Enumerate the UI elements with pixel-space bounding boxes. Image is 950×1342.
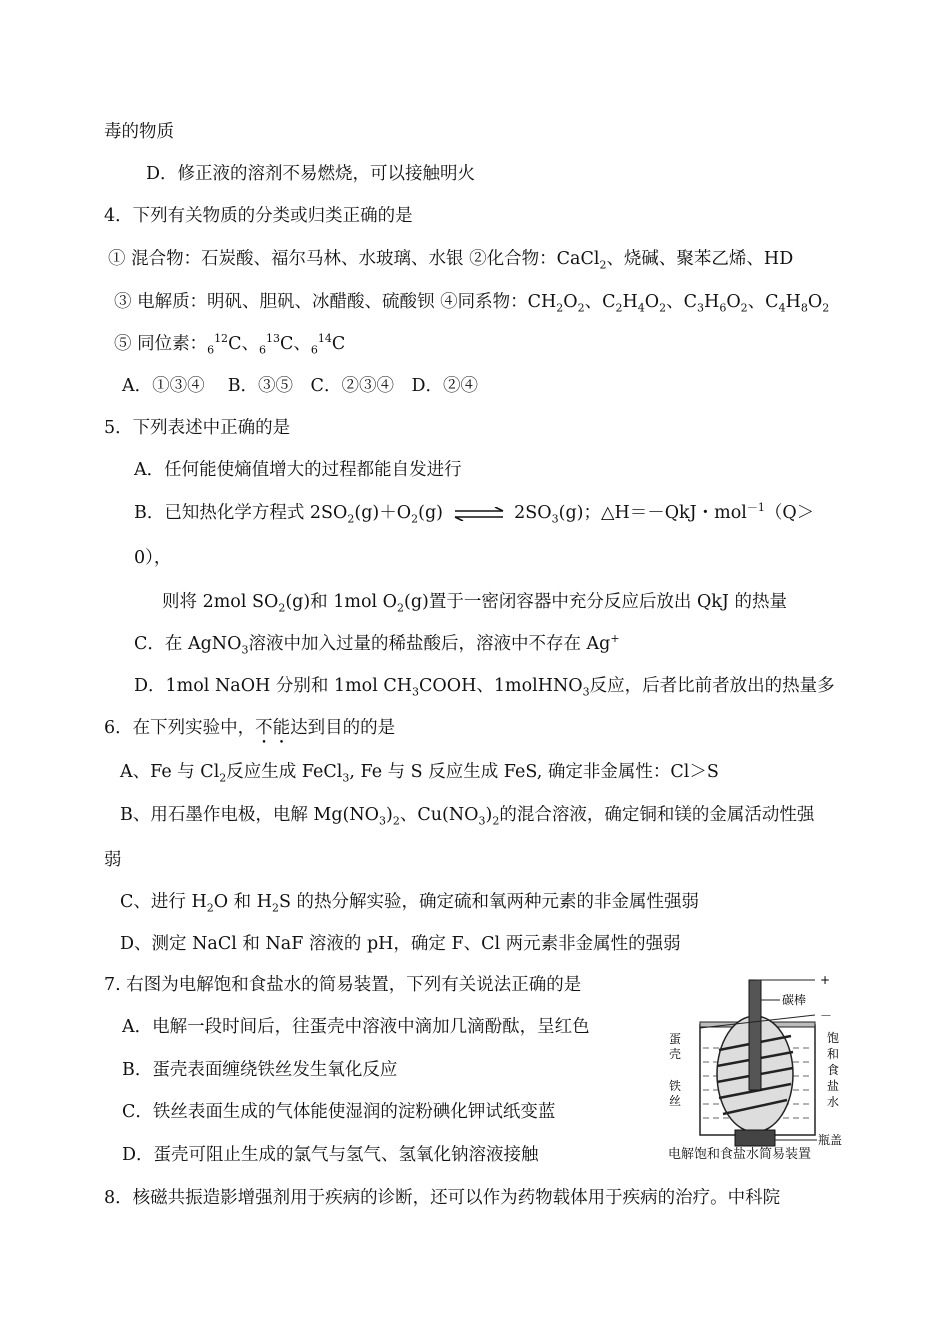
question-6: 6．在下列实验中，不能达到目的的是 (104, 718, 396, 738)
element-symbol: C (331, 334, 346, 354)
option-3d: D．修正液的溶剂不易燃烧，可以接触明火 (146, 164, 476, 184)
egg-shell-label-2: 壳 (669, 1047, 682, 1061)
atomic-number: 6 (258, 343, 266, 357)
text-line: 毒的物质 (104, 122, 174, 142)
element-symbol: C (228, 334, 242, 354)
element-symbol: C (279, 334, 294, 354)
formula-text: O (807, 292, 823, 312)
option-6a: A、Fe 与 $Cl_2$反应生成 FeCl$_3$, Fe 与 S 反应生成 FeS, 确定非金属性：Cl＞S (120, 762, 719, 785)
option-7a: A．电解一段时间后，往蛋壳中溶液中滴加几滴酚酞，呈红色 (122, 1017, 590, 1037)
minus-terminal-label: － (820, 1009, 833, 1023)
figure-caption: 电解饱和食盐水简易装置 (668, 1147, 812, 1162)
question-4: 4．下列有关物质的分类或归类正确的是 (104, 206, 413, 226)
atomic-number: 6 (207, 343, 215, 357)
formula-text: O (644, 292, 660, 312)
atomic-number: 6 (310, 343, 318, 357)
iron-wire-label-1: 铁 (669, 1079, 682, 1093)
option-5a: A．任何能使熵值增大的过程都能自发进行 (134, 460, 462, 480)
brine-label-3: 食 (827, 1063, 840, 1077)
formula-subscript: 4 (637, 301, 645, 315)
q4-line-1: ① 混合物：石炭酸、福尔马林、水玻璃、水银 ②化合物：CaCl$_2$、烧碱、聚苯乙烯、HD (108, 249, 794, 272)
brine-label-4: 盐 (827, 1079, 840, 1093)
option-7d: D．蛋壳可阻止生成的氯气与氢气、氢氧化钠溶液接触 (122, 1145, 539, 1165)
egg-shell-label-1: 蛋 (669, 1032, 682, 1046)
option-5b-cont: 0）， (134, 548, 172, 568)
formula-text: 、C (747, 292, 779, 312)
mass-number: 14 (317, 332, 332, 346)
brine-label-5: 水 (827, 1095, 840, 1109)
q4-line-3: ⑤ 同位素：$_6^{12}$C、$_6^{13}$C、$_6^{14}$C (114, 332, 346, 357)
option-5b: B．已知热化学方程式 $2SO_2(g)+O_2(g)$ $2SO_3(g)$；△H＝－QkJ・mol$^{-1}$（Q＞ (134, 501, 815, 526)
option-7b: B．蛋壳表面缠绕铁丝发生氧化反应 (122, 1060, 398, 1080)
formula-text: 、C (666, 292, 698, 312)
formula-subscript: 2 (577, 301, 585, 315)
formula-subscript: 2 (556, 301, 564, 315)
iron-wire-label-2: 丝 (669, 1094, 682, 1108)
mass-number: 12 (214, 332, 229, 346)
option-6c: C、进行 $H_2O$ 和 $H_2S$ 的热分解实验，确定硫和氧两种元素的非金属性强弱 (120, 892, 700, 915)
brine-label-2: 和 (827, 1047, 840, 1061)
mass-number: 13 (265, 332, 280, 346)
formula-text: O (563, 292, 578, 312)
question-8: 8．核磁共振造影增强剂用于疾病的诊断，还可以作为药物载体用于疾病的治疗。中科院 (104, 1188, 781, 1208)
option-5c: C．在 AgNO$_3$溶液中加入过量的稀盐酸后，溶液中不存在 Ag+ (134, 632, 620, 657)
brine-label-1: 饱 (827, 1031, 840, 1045)
option-5b-cont2: 则将 2mol $SO_2(g)$和 1mol $O_2(g)$置于一密闭容器中充分反应后放出 QkJ 的热量 (162, 592, 787, 615)
question-7: 7. 右图为电解饱和食盐水的简易装置，下列有关说法正确的是 (104, 975, 582, 995)
plus-terminal-label: + (820, 973, 831, 987)
formula-subscript: 6 (719, 301, 727, 315)
homolog-series (527, 292, 830, 315)
q4-options: A．①③④ B．③⑤ C．②③④ D．②④ (122, 376, 478, 396)
separator: 、 (241, 334, 259, 354)
formula-subscript: 3 (697, 301, 705, 315)
formula-subscript: 2 (615, 301, 623, 315)
emphasis-text: 不能 (255, 718, 291, 738)
separator: 、 (293, 334, 311, 354)
formula-subscript: 8 (800, 301, 808, 315)
formula-text: 、C (584, 292, 616, 312)
q4-line-2: ③ 电解质：明矾、胆矾、冰醋酸、硫酸钡 ④同系物：$CH_2O_2$、$C_2H_4O_2$、$C_3H_6O_2$、$C_4H_8O_2$ (114, 292, 830, 315)
formula-subscript: 2 (740, 301, 748, 315)
option-5d: D．1mol NaOH 分别和 1mol $CH_3COOH$、1molHNO$_3$反应，后者比前者放出的热量多 (134, 676, 835, 699)
formula-text: H (785, 292, 801, 312)
carbon-rod-label: 碳棒 (782, 993, 807, 1007)
option-6b-cont: 弱 (104, 850, 122, 870)
formula-subscript: 2 (822, 301, 830, 315)
electrolysis-apparatus-diagram (655, 970, 860, 1175)
formula-text: O (726, 292, 741, 312)
formula-text: H (704, 292, 720, 312)
equilibrium-arrow-icon (451, 507, 507, 521)
formula-subscript: 4 (778, 301, 786, 315)
formula-subscript: 2 (659, 301, 667, 315)
bottle-cap-label: 瓶盖 (818, 1133, 843, 1147)
option-6b: B、用石墨作电极，电解 $Mg(NO_3)_2$、$Cu(NO_3)_2$的混合溶液，确定铜和镁的金属活动性强 (120, 805, 815, 828)
question-5: 5．下列表述中正确的是 (104, 418, 291, 438)
option-6d: D、测定 NaCl 和 NaF 溶液的 pH，确定 F、Cl 两元素非金属性的强弱 (120, 934, 681, 954)
option-7c: C．铁丝表面生成的气体能使湿润的淀粉碘化钾试纸变蓝 (122, 1102, 556, 1122)
formula-text: CH (527, 292, 557, 312)
formula-text: H (622, 292, 638, 312)
